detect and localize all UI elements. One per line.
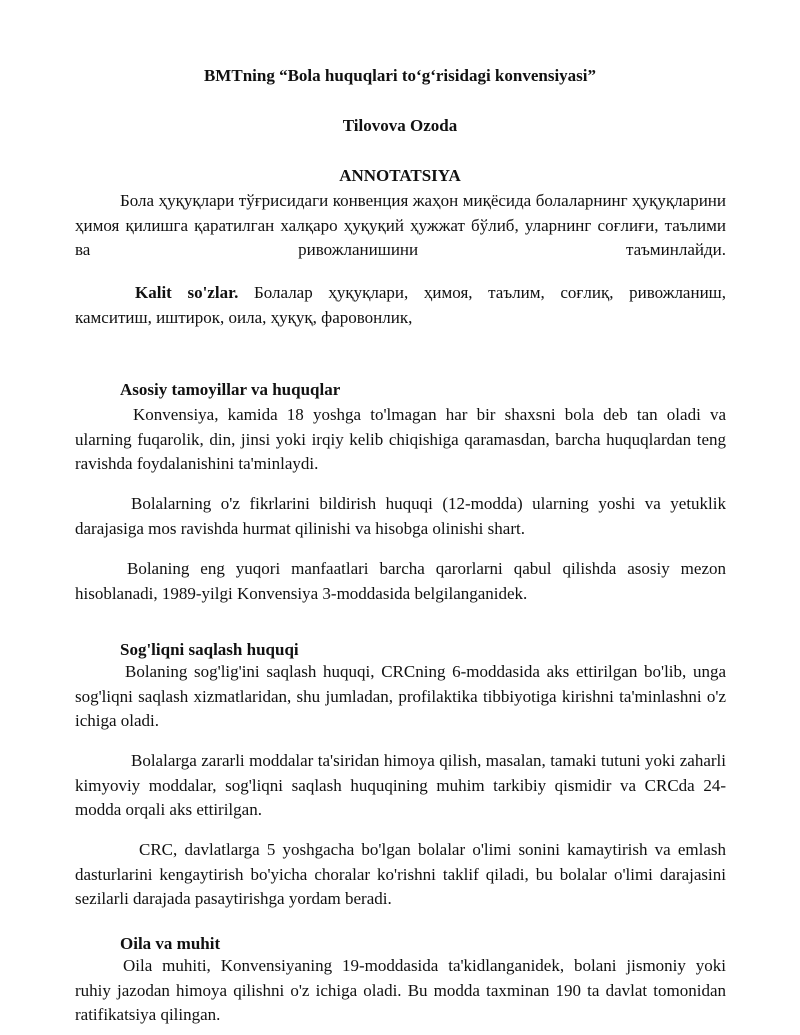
section-heading-health: Sog'liqni saqlash huquqi — [120, 640, 299, 659]
paragraph: Bolalarga zararli moddalar ta'siridan himoya qilish, masalan, tamaki tutuni yoki zaharli kimyoviy moddalar, sog'liqni saqlash huquqining muhim tarkibiy qismidir va CRCda 24-modda orqali aks ettirilgan. — [75, 751, 726, 819]
author-name: Tilovova Ozoda — [342, 116, 458, 135]
paragraph: Bolaning eng yuqori manfaatlari barcha qarorlarni qabul qilishda asosiy mezon hisoblanadi, 1989-yilgi Konvensiya 3-moddasida belgilanganidek. — [75, 559, 726, 603]
annotation-text: Бола ҳуқуқлари тўғрисидаги конвенция жаҳон миқёсида болаларнинг ҳуқуқларини ҳимоя қилишга қаратилган халқаро ҳуқуқий ҳужжат бўлиб, уларнинг соғлиғи, таълими ва ривожланишини таъминлайди. — [75, 191, 726, 259]
paragraph: Bolalarning o'z fikrlarini bildirish huquqi (12-modda) ularning yoshi va yetuklik darajasiga mos ravishda hurmat qilinishi va hisobga olinishi shart. — [75, 494, 726, 538]
paragraph: Bolaning sog'lig'ini saqlash huquqi, CRCning 6-moddasida aks ettirilgan bo'lib, unga sog'liqni saqlash xizmatlaridan, shu jumladan, profilaktika tibbiyotiga kirishni ta'minlashni o'z ichiga oladi. — [75, 662, 726, 730]
annotation-heading: ANNOTATSIYA — [339, 166, 461, 185]
section-heading-family: Oila va muhit — [120, 934, 221, 953]
section-heading-principles: Asosiy tamoyillar va huquqlar — [120, 380, 341, 399]
document-title: BMTning “Bola huquqlari to‘g‘risidagi konvensiyasi” — [203, 66, 597, 85]
keywords-paragraph — [75, 281, 726, 330]
keywords-label: Kalit so'zlar. — [135, 283, 239, 302]
keywords-text: Болалар ҳуқуқлари, ҳимоя, таълим, соғлиқ, ривожланиш, камситиш, иштирок, оила, ҳуқуқ, фаровонлик, — [75, 283, 727, 327]
paragraph: CRC, davlatlarga 5 yoshgacha bo'lgan bolalar o'limi sonini kamaytirish va emlash dasturlarini kengaytirish bo'yicha choralar ko'rishni taklif qiladi, bu bolalar o'limi darajasini sezilarli darajada pasaytirishga yordam beradi. — [75, 840, 726, 908]
paragraph: Konvensiya, kamida 18 yoshga to'lmagan har bir shaxsni bola deb tan oladi va ularning fuqarolik, din, jinsi yoki irqiy kelib chiqishiga qaramasdan, barcha huquqlardan teng ravishda foydalanishini ta'minlaydi. — [75, 405, 726, 473]
paragraph: Oila muhiti, Konvensiyaning 19-moddasida ta'kidlanganidek, bolani jismoniy yoki ruhiy jazodan himoya qilishni o'z ichiga oladi. Bu modda taxminan 190 ta davlat tomonidan ratifikatsiya qilingan. — [75, 956, 726, 1024]
